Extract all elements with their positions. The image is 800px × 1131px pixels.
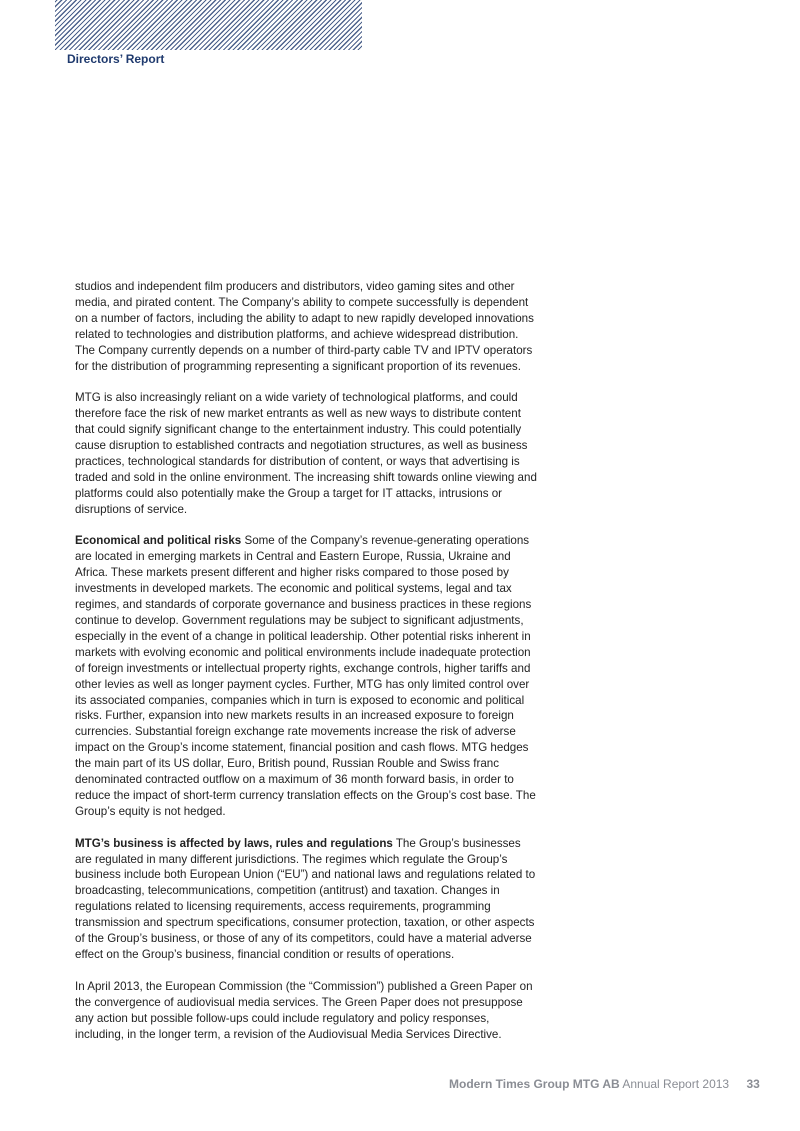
line-text: In April 2013, the European Commission (the “Commission”) published a Green Paper on xyxy=(75,979,533,993)
text-line xyxy=(75,947,565,963)
line-text: The Company currently depends on a number of third-party cable TV and IPTV operators xyxy=(75,343,533,357)
paragraph-heading: Economical and political risks xyxy=(75,534,242,548)
text-line xyxy=(75,533,565,549)
line-text: Africa. These markets present different and higher risks compared to those posed by xyxy=(75,566,509,580)
text-line xyxy=(75,581,565,597)
text-line xyxy=(75,1011,565,1027)
text-line xyxy=(75,724,565,740)
section-title: Directors’ Report xyxy=(67,52,165,66)
line-text: broadcasting, telecommunications, competition (antitrust) and taxation. Changes in xyxy=(75,884,500,898)
text-line xyxy=(75,772,565,788)
line-text: regimes, and standards of corporate governance and business practices in these regions xyxy=(75,598,532,612)
line-text: reduce the impact of short-term currency translation effects on the Group’s cost base. The xyxy=(75,788,536,802)
text-line xyxy=(75,295,565,311)
text-line xyxy=(75,661,565,677)
paragraph xyxy=(75,836,565,963)
line-text: denominated contracted outflow on a maximum of 36 month forward basis, in order to xyxy=(75,773,514,787)
paragraph-heading: MTG’s business is affected by laws, rules and regulations xyxy=(75,836,393,850)
line-text: media, and pirated content. The Company’s ability to compete successfully is dependent xyxy=(75,295,529,309)
text-line xyxy=(75,502,565,518)
line-text: platforms could also potentially make the Group a target for IT attacks, intrusions or xyxy=(75,486,503,500)
text-line xyxy=(75,645,565,661)
text-line xyxy=(75,613,565,629)
line-text: other levies as well as longer payment cycles. Further, MTG has only limited control over xyxy=(75,677,530,691)
line-text: studios and independent film producers and distributors, video gaming sites and other xyxy=(75,280,515,293)
line-text: its associated companies, companies which in turn is exposed to economic and political xyxy=(75,693,525,707)
line-text: any action but possible follow-ups could include regulatory and policy responses, xyxy=(75,1011,490,1025)
text-line xyxy=(75,390,565,406)
text-line xyxy=(75,565,565,581)
line-text: effect on the Group’s business, financial condition or results of operations. xyxy=(75,948,455,962)
line-text: transmission and spectrum specifications, consumer protection, taxation, or other aspects xyxy=(75,916,535,930)
text-line xyxy=(75,454,565,470)
page-footer xyxy=(449,1077,760,1091)
paragraph xyxy=(75,390,565,517)
text-line xyxy=(75,867,565,883)
line-text: are located in emerging markets in Central and Eastern Europe, Russia, Ukraine and xyxy=(75,550,511,564)
paragraph xyxy=(75,279,565,374)
body-text xyxy=(75,279,565,1058)
text-line xyxy=(75,549,565,565)
text-line xyxy=(75,438,565,454)
text-line xyxy=(75,915,565,931)
text-line xyxy=(75,486,565,502)
paragraph xyxy=(75,979,565,1043)
line-text: the main part of its US dollar, Euro, British pound, Russian Rouble and Swiss franc xyxy=(75,757,500,771)
text-line xyxy=(75,708,565,724)
footer-report: Annual Report 2013 xyxy=(622,1077,730,1091)
line-text: related to technologies and distribution platforms, and achieve widespread distribution. xyxy=(75,327,519,341)
text-line xyxy=(75,740,565,756)
text-line xyxy=(75,470,565,486)
line-text: therefore face the risk of new market entrants as well as new ways to distribute content xyxy=(75,407,521,421)
text-line xyxy=(75,629,565,645)
line-text: on a number of factors, including the ability to adapt to new rapidly developed innovations xyxy=(75,311,534,325)
text-line xyxy=(75,422,565,438)
text-line xyxy=(75,788,565,804)
line-text: Some of the Company’s revenue-generating operations xyxy=(241,534,530,548)
line-text: risks. Further, expansion into new markets results in an increased exposure to foreign xyxy=(75,709,514,723)
text-line xyxy=(75,804,565,820)
text-line xyxy=(75,677,565,693)
line-text: Group’s equity is not hedged. xyxy=(75,804,226,818)
line-text: the convergence of audiovisual media services. The Green Paper does not presuppose xyxy=(75,995,523,1009)
paragraph xyxy=(75,533,565,819)
line-text: regulations related to licensing requirements, access requirements, programming xyxy=(75,900,491,914)
line-text: for the distribution of programming representing a significant proportion of its revenues. xyxy=(75,359,521,373)
text-line xyxy=(75,931,565,947)
footer-company: Modern Times Group MTG AB xyxy=(449,1077,620,1091)
line-text: traded and sold in the online environment. The increasing shift towards online viewing and xyxy=(75,470,537,484)
text-line xyxy=(75,836,565,852)
line-text: of the Group’s business, or those of any of its competitors, could have a material adverse xyxy=(75,932,532,946)
line-text: of foreign investments or intellectual property rights, exchange controls, higher tariffs and xyxy=(75,661,531,675)
text-line xyxy=(75,279,565,295)
text-line xyxy=(75,343,565,359)
text-line xyxy=(75,899,565,915)
text-line xyxy=(75,995,565,1011)
text-line xyxy=(75,979,565,995)
line-text: currencies. Substantial foreign exchange rate movements increase the risk of adverse xyxy=(75,725,516,739)
line-text: especially in the event of a change in political leadership. Other potential risks inherent in xyxy=(75,629,531,643)
text-line xyxy=(75,693,565,709)
text-line xyxy=(75,756,565,772)
text-line xyxy=(75,883,565,899)
line-text: investments in developed markets. The economic and political systems, legal and tax xyxy=(75,582,512,596)
text-line xyxy=(75,327,565,343)
text-line xyxy=(75,852,565,868)
line-text: practices, technological standards for distribution of content, or ways that advertising is xyxy=(75,454,520,468)
text-line xyxy=(75,406,565,422)
line-text: continue to develop. Government regulations may be subject to significant adjustments, xyxy=(75,614,524,627)
line-text: The Group’s businesses xyxy=(392,836,521,850)
line-text: disruptions of service. xyxy=(75,502,188,516)
text-line xyxy=(75,597,565,613)
line-text: that could signify significant change to the entertainment industry. This could potentially xyxy=(75,423,522,437)
line-text: markets with evolving economic and political environments include inadequate protection xyxy=(75,645,531,659)
page-number: 33 xyxy=(746,1077,760,1091)
line-text: business include both European Union (“EU”) and national laws and regulations related to xyxy=(75,868,536,882)
text-line xyxy=(75,311,565,327)
text-line xyxy=(75,1027,565,1043)
header-hatch-pattern xyxy=(55,0,362,50)
line-text: including, in the longer term, a revision of the Audiovisual Media Services Directive. xyxy=(75,1027,502,1041)
line-text: impact on the Group’s income statement, financial position and cash flows. MTG hedges xyxy=(75,741,529,755)
text-line xyxy=(75,359,565,375)
line-text: MTG is also increasingly reliant on a wide variety of technological platforms, and could xyxy=(75,391,518,405)
line-text: are regulated in many different jurisdictions. The regimes which regulate the Group’s xyxy=(75,852,508,866)
line-text: cause disruption to established contracts and negotiation structures, as well as business xyxy=(75,439,528,453)
